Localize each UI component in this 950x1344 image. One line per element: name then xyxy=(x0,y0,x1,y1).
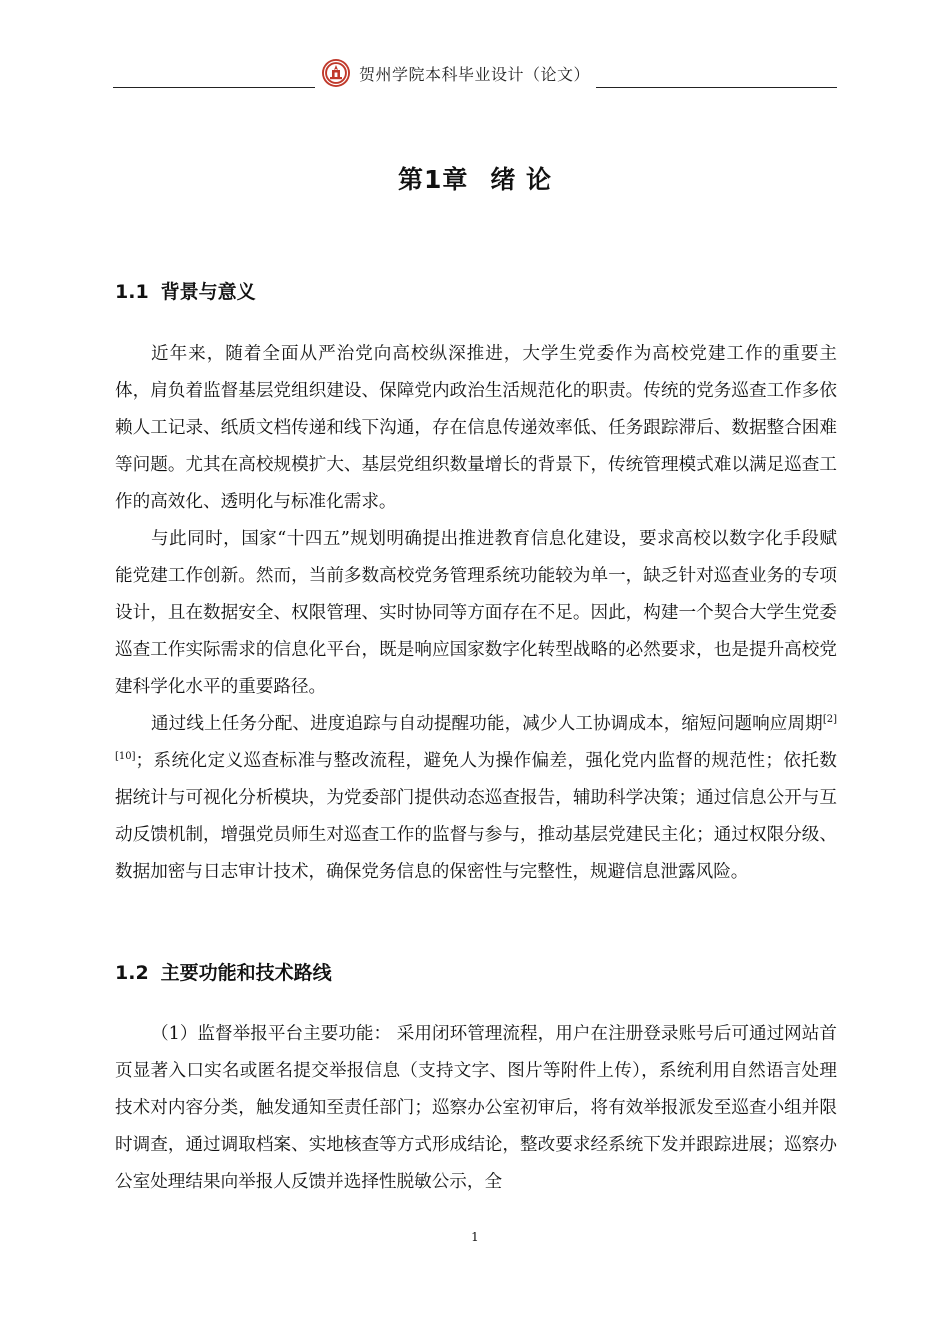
paragraph-background-2: 与此同时，国家“十四五”规划明确提出推进教育信息化建设，要求高校以数字化手段赋能党建工作创新。然而，当前多数高校党务管理系统功能较为单一，缺乏针对巡查业务的专项设计，且在数据安全、权限管理、实时协同等方面存在不足。因此，构建一个契合大学生党委巡查工作实际需求的信息化平台，既是响应国家数字化转型战略的必然要求，也是提升高校党建科学化水平的重要路径。 xyxy=(115,529,837,697)
paragraph-background-3 xyxy=(115,706,837,891)
section-title: 主要功能和技术路线 xyxy=(160,962,332,984)
running-header xyxy=(113,58,837,92)
chapter-number: 第1章 xyxy=(397,165,469,194)
paragraph-features-1: （1）监督举报平台主要功能： 采用闭环管理流程，用户在注册登录账号后可通过网站首页显著入口实名或匿名提交举报信息（支持文字、图片等附件上传），系统利用自然语言处理技术对内容分类，触发通知至责任部门；巡察办公室初审后，将有效举报派发至巡查小组并限时调查，通过调取档案、实地核查等方式形成结论，整改要求经系统下发并跟踪进展；巡察办公室处理结果向举报人反馈并选择性脱敏公示，全 xyxy=(115,1024,837,1192)
chapter-title xyxy=(0,160,950,196)
university-seal-icon xyxy=(321,58,351,88)
page-number: 1 xyxy=(471,1230,479,1244)
section-number: 1.2 xyxy=(115,962,149,984)
chapter-name: 绪 论 xyxy=(490,165,553,194)
paragraph-text: 通过线上任务分配、进度追踪与自动提醒功能，减少人工协调成本，缩短问题响应周期 xyxy=(151,714,823,734)
header-brand xyxy=(315,58,596,88)
section-number: 1.1 xyxy=(115,281,149,303)
paragraph-text: ；系统化定义巡查标准与整改流程，避免人为操作偏差，强化党内监督的规范性；依托数据统计与可视化分析模块，为党委部门提供动态巡查报告，辅助科学决策；通过信息公开与互动反馈机制，增强党员师生对巡查工作的监督与参与，推动基层党建民主化；通过权限分级、数据加密与日志审计技术，确保党务信息的保密性与完整性，规避信息泄露风险。 xyxy=(115,751,837,882)
section-title: 背景与意义 xyxy=(160,281,256,303)
paragraph-background-1: 近年来，随着全面从严治党向高校纵深推进，大学生党委作为高校党建工作的重要主体，肩负着监督基层党组织建设、保障党内政治生活规范化的职责。传统的党务巡查工作多依赖人工记录、纸质文档传递和线下沟通，存在信息传递效率低、任务跟踪滞后、数据整合困难等问题。尤其在高校规模扩大、基层党组织数量增长的背景下，传统管理模式难以满足巡查工作的高效化、透明化与标准化需求。 xyxy=(115,344,837,512)
citation-reference[interactable]: [2][10] xyxy=(115,714,837,763)
section-heading-1-2 xyxy=(115,958,332,985)
header-title: 贺州学院本科毕业设计（论文） xyxy=(359,64,591,84)
section-heading-1-1 xyxy=(115,277,256,304)
